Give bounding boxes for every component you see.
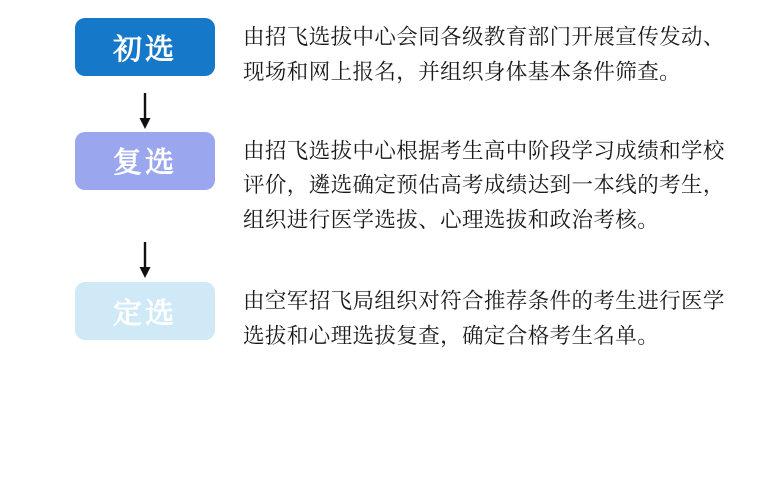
flow-step-3	[75, 282, 730, 354]
down-arrow-icon	[135, 91, 155, 131]
step-description-fuxuan: 由招飞选拔中心根据考生高中阶段学习成绩和学校评价，遴选确定预估高考成绩达到一本线的考生，组织进行医学选拔、心理选拔和政治考核。	[243, 138, 725, 233]
step-description-dingxuan: 由空军招飞局组织对符合推荐条件的考生进行医学选拔和心理选拔复查，确定合格考生名单。	[243, 289, 725, 348]
connector-2	[75, 238, 215, 282]
step-description-chuxuan: 由招飞选拔中心会同各级教育部门开展宣传发动、现场和网上报名，并组织身体基本条件筛查。	[243, 25, 725, 84]
step-badge-chuxuan: 初选	[75, 18, 215, 76]
flow-step-2	[75, 132, 730, 238]
connector-1	[75, 90, 215, 132]
step-badge-dingxuan: 定选	[75, 282, 215, 340]
flow-step-1	[75, 18, 730, 90]
down-arrow-icon	[135, 240, 155, 280]
step-badge-fuxuan: 复选	[75, 132, 215, 190]
